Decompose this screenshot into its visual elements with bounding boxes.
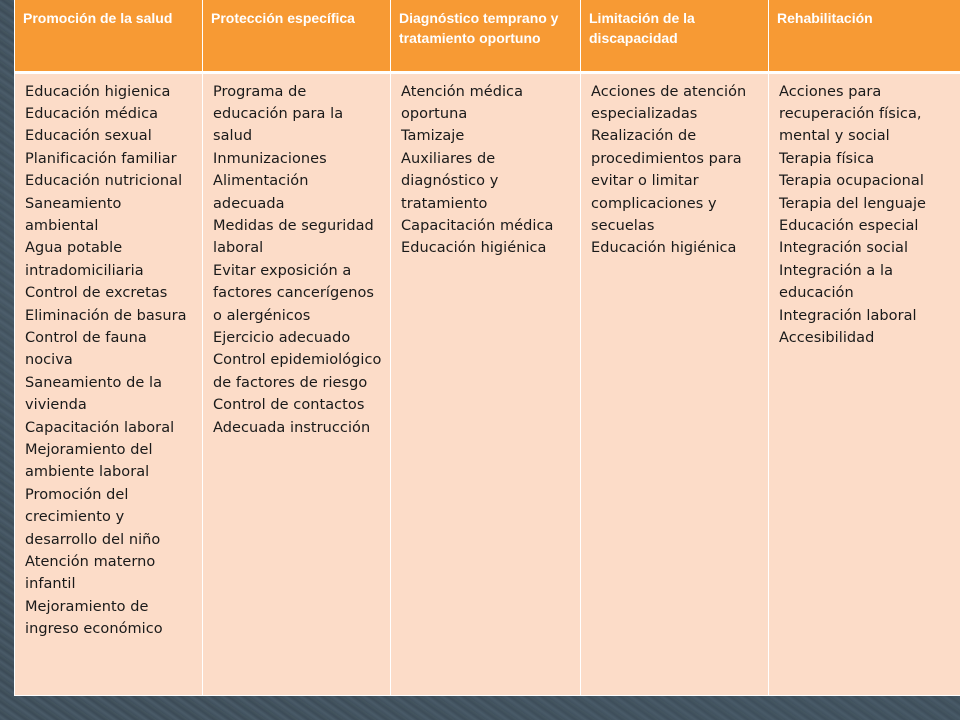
list-item: Evitar exposición a factores cancerígenos o alergénicos <box>213 262 374 324</box>
header-rehabilitacion: Rehabilitación <box>769 0 960 72</box>
list-item: Acciones para recuperación física, mental y social <box>779 83 922 145</box>
list-item: Saneamiento de la vivienda <box>25 374 163 414</box>
list-item: Planificación familiar <box>25 150 177 167</box>
list-item: Educación higiénica <box>591 240 737 257</box>
list-item: Adecuada instrucción <box>213 419 371 436</box>
list-item: Inmunizaciones <box>213 150 327 167</box>
cell-rehabilitacion <box>769 72 960 696</box>
list-item: Acciones de atención especializadas <box>591 83 747 122</box>
cell-diagnostico <box>391 72 581 696</box>
list-item: Agua potable intradomiciliaria <box>25 240 144 279</box>
header-row <box>15 0 960 72</box>
list-item: Atención médica oportuna <box>401 83 524 122</box>
list-item: Terapia del lenguaje <box>779 195 927 212</box>
list-item: Educación higienica <box>25 83 171 100</box>
list-item: Terapia física <box>779 150 875 167</box>
list-item: Control de fauna nociva <box>25 329 147 369</box>
list-item: Mejoramiento de ingreso económico <box>25 598 163 638</box>
prevention-levels-table <box>14 0 960 696</box>
list-item: Control de contactos <box>213 397 365 414</box>
cell-promocion <box>15 72 203 696</box>
list-item: Integración social <box>779 240 909 257</box>
list-item: Medidas de seguridad laboral <box>213 217 374 257</box>
list-item: Tamizaje <box>401 128 465 145</box>
list-item: Ejercicio adecuado <box>213 329 351 346</box>
list-item: Programa de educación para la salud <box>213 83 344 145</box>
list-item: Educación higiénica <box>401 240 547 257</box>
list-item: Educación nutricional <box>25 173 183 190</box>
table-row <box>15 72 960 696</box>
list-item: Educación sexual <box>25 128 152 145</box>
list-item: Auxiliares de diagnóstico y tratamiento <box>401 150 499 212</box>
cell-proteccion <box>203 72 391 696</box>
header-diagnostico: Diagnóstico temprano y tratamiento oportuno <box>391 0 581 72</box>
list-item: Educación especial <box>779 217 919 234</box>
list-item: Educación médica <box>25 105 159 122</box>
header-proteccion: Protección específica <box>203 0 391 72</box>
list-item: Capacitación médica <box>401 217 554 234</box>
list-item: Alimentación adecuada <box>213 173 309 212</box>
list-item: Atención materno infantil <box>25 554 156 593</box>
list-item: Capacitación laboral <box>25 419 175 436</box>
list-item: Mejoramiento del ambiente laboral <box>25 442 153 481</box>
header-limitacion: Limitación de la discapacidad <box>581 0 769 72</box>
list-item: Integración laboral <box>779 307 917 324</box>
list-item: Eliminación de basura <box>25 307 187 324</box>
list-item: Saneamiento ambiental <box>25 195 122 234</box>
list-item: Integración a la educación <box>779 262 894 302</box>
list-item: Control de excretas <box>25 285 168 302</box>
cell-limitacion <box>581 72 769 696</box>
list-item: Accesibilidad <box>779 329 875 346</box>
header-promocion: Promoción de la salud <box>15 0 203 72</box>
list-item: Control epidemiológico de factores de riesgo <box>213 352 382 391</box>
list-item: Realización de procedimientos para evitar o limitar complicaciones y secuelas <box>591 128 742 234</box>
list-item: Terapia ocupacional <box>779 173 924 190</box>
list-item: Promoción del crecimiento y desarrollo del niño <box>25 486 161 548</box>
